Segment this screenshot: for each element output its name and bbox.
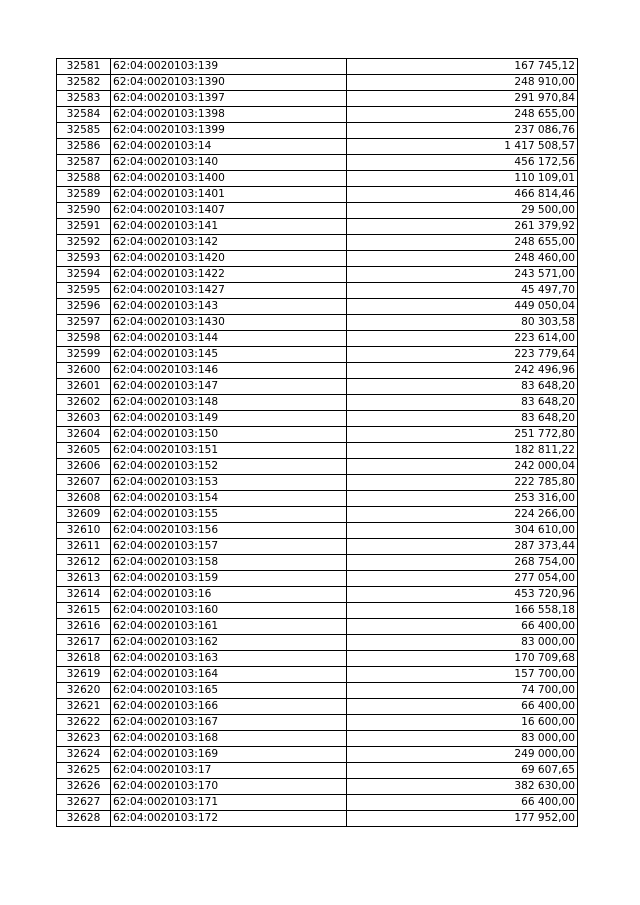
table-row — [57, 251, 578, 267]
cadastral-number-cell: 62:04:0020103:166 — [111, 699, 347, 715]
row-number-cell: 32581 — [57, 59, 111, 75]
table-row — [57, 571, 578, 587]
table-row — [57, 619, 578, 635]
value-cell: 166 558,18 — [347, 603, 578, 619]
row-number-cell: 32600 — [57, 363, 111, 379]
table-row — [57, 331, 578, 347]
row-number-cell: 32592 — [57, 235, 111, 251]
cadastral-number-cell: 62:04:0020103:167 — [111, 715, 347, 731]
value-cell: 177 952,00 — [347, 811, 578, 827]
cadastral-number-cell: 62:04:0020103:1398 — [111, 107, 347, 123]
row-number-cell: 32608 — [57, 491, 111, 507]
row-number-cell: 32611 — [57, 539, 111, 555]
cadastral-number-cell: 62:04:0020103:1399 — [111, 123, 347, 139]
cadastral-number-cell: 62:04:0020103:143 — [111, 299, 347, 315]
cadastral-number-cell: 62:04:0020103:145 — [111, 347, 347, 363]
cadastral-number-cell: 62:04:0020103:1420 — [111, 251, 347, 267]
value-cell: 223 614,00 — [347, 331, 578, 347]
table-row — [57, 491, 578, 507]
value-cell: 251 772,80 — [347, 427, 578, 443]
table-row — [57, 315, 578, 331]
value-cell: 466 814,46 — [347, 187, 578, 203]
value-cell: 253 316,00 — [347, 491, 578, 507]
row-number-cell: 32603 — [57, 411, 111, 427]
table-row — [57, 155, 578, 171]
cadastral-number-cell: 62:04:0020103:149 — [111, 411, 347, 427]
table-row — [57, 443, 578, 459]
row-number-cell: 32587 — [57, 155, 111, 171]
value-cell: 83 648,20 — [347, 411, 578, 427]
value-cell: 453 720,96 — [347, 587, 578, 603]
cadastral-number-cell: 62:04:0020103:1407 — [111, 203, 347, 219]
value-cell: 248 910,00 — [347, 75, 578, 91]
row-number-cell: 32623 — [57, 731, 111, 747]
value-cell: 291 970,84 — [347, 91, 578, 107]
row-number-cell: 32614 — [57, 587, 111, 603]
row-number-cell: 32591 — [57, 219, 111, 235]
value-cell: 182 811,22 — [347, 443, 578, 459]
row-number-cell: 32583 — [57, 91, 111, 107]
table-body — [57, 59, 578, 827]
cadastral-number-cell: 62:04:0020103:14 — [111, 139, 347, 155]
value-cell: 83 648,20 — [347, 395, 578, 411]
value-cell: 29 500,00 — [347, 203, 578, 219]
cadastral-number-cell: 62:04:0020103:141 — [111, 219, 347, 235]
value-cell: 268 754,00 — [347, 555, 578, 571]
row-number-cell: 32609 — [57, 507, 111, 523]
value-cell: 83 648,20 — [347, 379, 578, 395]
cadastral-number-cell: 62:04:0020103:139 — [111, 59, 347, 75]
row-number-cell: 32598 — [57, 331, 111, 347]
value-cell: 110 109,01 — [347, 171, 578, 187]
row-number-cell: 32593 — [57, 251, 111, 267]
table-row — [57, 651, 578, 667]
cadastral-number-cell: 62:04:0020103:1422 — [111, 267, 347, 283]
cadastral-number-cell: 62:04:0020103:161 — [111, 619, 347, 635]
cadastral-number-cell: 62:04:0020103:146 — [111, 363, 347, 379]
row-number-cell: 32610 — [57, 523, 111, 539]
value-cell: 248 655,00 — [347, 235, 578, 251]
row-number-cell: 32597 — [57, 315, 111, 331]
cadastral-number-cell: 62:04:0020103:154 — [111, 491, 347, 507]
cadastral-number-cell: 62:04:0020103:1401 — [111, 187, 347, 203]
table-row — [57, 299, 578, 315]
cadastral-number-cell: 62:04:0020103:17 — [111, 763, 347, 779]
cadastral-number-cell: 62:04:0020103:157 — [111, 539, 347, 555]
cadastral-number-cell: 62:04:0020103:1427 — [111, 283, 347, 299]
row-number-cell: 32582 — [57, 75, 111, 91]
table-row — [57, 539, 578, 555]
table-row — [57, 59, 578, 75]
table-row — [57, 379, 578, 395]
table-row — [57, 667, 578, 683]
row-number-cell: 32616 — [57, 619, 111, 635]
table-row — [57, 795, 578, 811]
table-row — [57, 411, 578, 427]
table-row — [57, 507, 578, 523]
cadastral-number-cell: 62:04:0020103:168 — [111, 731, 347, 747]
value-cell: 157 700,00 — [347, 667, 578, 683]
row-number-cell: 32586 — [57, 139, 111, 155]
row-number-cell: 32606 — [57, 459, 111, 475]
row-number-cell: 32620 — [57, 683, 111, 699]
table-row — [57, 459, 578, 475]
cadastral-number-cell: 62:04:0020103:153 — [111, 475, 347, 491]
row-number-cell: 32624 — [57, 747, 111, 763]
row-number-cell: 32596 — [57, 299, 111, 315]
cadastral-number-cell: 62:04:0020103:159 — [111, 571, 347, 587]
cadastral-number-cell: 62:04:0020103:144 — [111, 331, 347, 347]
table-row — [57, 91, 578, 107]
row-number-cell: 32617 — [57, 635, 111, 651]
table-row — [57, 475, 578, 491]
table-row — [57, 779, 578, 795]
table-row — [57, 171, 578, 187]
value-cell: 83 000,00 — [347, 731, 578, 747]
table-row — [57, 811, 578, 827]
row-number-cell: 32615 — [57, 603, 111, 619]
value-cell: 223 779,64 — [347, 347, 578, 363]
table-row — [57, 139, 578, 155]
cadastral-number-cell: 62:04:0020103:163 — [111, 651, 347, 667]
value-cell: 243 571,00 — [347, 267, 578, 283]
cadastral-number-cell: 62:04:0020103:1390 — [111, 75, 347, 91]
row-number-cell: 32607 — [57, 475, 111, 491]
value-cell: 80 303,58 — [347, 315, 578, 331]
row-number-cell: 32618 — [57, 651, 111, 667]
row-number-cell: 32594 — [57, 267, 111, 283]
table-row — [57, 587, 578, 603]
row-number-cell: 32584 — [57, 107, 111, 123]
cadastral-number-cell: 62:04:0020103:151 — [111, 443, 347, 459]
row-number-cell: 32599 — [57, 347, 111, 363]
value-cell: 170 709,68 — [347, 651, 578, 667]
row-number-cell: 32604 — [57, 427, 111, 443]
cadastral-number-cell: 62:04:0020103:162 — [111, 635, 347, 651]
value-cell: 83 000,00 — [347, 635, 578, 651]
table-row — [57, 107, 578, 123]
value-cell: 66 400,00 — [347, 795, 578, 811]
row-number-cell: 32622 — [57, 715, 111, 731]
value-cell: 222 785,80 — [347, 475, 578, 491]
value-cell: 382 630,00 — [347, 779, 578, 795]
cadastral-number-cell: 62:04:0020103:16 — [111, 587, 347, 603]
row-number-cell: 32601 — [57, 379, 111, 395]
table-row — [57, 187, 578, 203]
value-cell: 277 054,00 — [347, 571, 578, 587]
value-cell: 1 417 508,57 — [347, 139, 578, 155]
row-number-cell: 32621 — [57, 699, 111, 715]
cadastral-number-cell: 62:04:0020103:170 — [111, 779, 347, 795]
value-cell: 16 600,00 — [347, 715, 578, 731]
cadastral-number-cell: 62:04:0020103:169 — [111, 747, 347, 763]
table-row — [57, 219, 578, 235]
value-cell: 249 000,00 — [347, 747, 578, 763]
table-row — [57, 603, 578, 619]
table-row — [57, 283, 578, 299]
table-row — [57, 635, 578, 651]
row-number-cell: 32628 — [57, 811, 111, 827]
table-row — [57, 763, 578, 779]
row-number-cell: 32588 — [57, 171, 111, 187]
cadastral-number-cell: 62:04:0020103:172 — [111, 811, 347, 827]
cadastral-number-cell: 62:04:0020103:150 — [111, 427, 347, 443]
cadastral-number-cell: 62:04:0020103:158 — [111, 555, 347, 571]
table-row — [57, 347, 578, 363]
cadastral-number-cell: 62:04:0020103:147 — [111, 379, 347, 395]
cadastral-number-cell: 62:04:0020103:1430 — [111, 315, 347, 331]
cadastral-number-cell: 62:04:0020103:1400 — [111, 171, 347, 187]
row-number-cell: 32619 — [57, 667, 111, 683]
cadastral-number-cell: 62:04:0020103:140 — [111, 155, 347, 171]
value-cell: 248 460,00 — [347, 251, 578, 267]
value-cell: 287 373,44 — [347, 539, 578, 555]
value-cell: 167 745,12 — [347, 59, 578, 75]
cadastral-number-cell: 62:04:0020103:155 — [111, 507, 347, 523]
value-cell: 449 050,04 — [347, 299, 578, 315]
cadastral-number-cell: 62:04:0020103:160 — [111, 603, 347, 619]
value-cell: 248 655,00 — [347, 107, 578, 123]
table-row — [57, 747, 578, 763]
value-cell: 66 400,00 — [347, 699, 578, 715]
table-row — [57, 267, 578, 283]
row-number-cell: 32627 — [57, 795, 111, 811]
value-cell: 237 086,76 — [347, 123, 578, 139]
cadastral-number-cell: 62:04:0020103:171 — [111, 795, 347, 811]
value-cell: 261 379,92 — [347, 219, 578, 235]
table-row — [57, 203, 578, 219]
table-row — [57, 731, 578, 747]
table-row — [57, 523, 578, 539]
value-cell: 69 607,65 — [347, 763, 578, 779]
row-number-cell: 32626 — [57, 779, 111, 795]
row-number-cell: 32585 — [57, 123, 111, 139]
cadastral-number-cell: 62:04:0020103:142 — [111, 235, 347, 251]
cadastral-number-cell: 62:04:0020103:165 — [111, 683, 347, 699]
table-row — [57, 123, 578, 139]
table-row — [57, 683, 578, 699]
table-row — [57, 235, 578, 251]
cadastral-number-cell: 62:04:0020103:156 — [111, 523, 347, 539]
row-number-cell: 32602 — [57, 395, 111, 411]
cadastral-number-cell: 62:04:0020103:164 — [111, 667, 347, 683]
table-row — [57, 75, 578, 91]
row-number-cell: 32595 — [57, 283, 111, 299]
row-number-cell: 32605 — [57, 443, 111, 459]
table-row — [57, 555, 578, 571]
table-row — [57, 395, 578, 411]
row-number-cell: 32589 — [57, 187, 111, 203]
cadastral-number-cell: 62:04:0020103:1397 — [111, 91, 347, 107]
value-cell: 242 000,04 — [347, 459, 578, 475]
row-number-cell: 32612 — [57, 555, 111, 571]
table-row — [57, 699, 578, 715]
table-row — [57, 363, 578, 379]
table-row — [57, 427, 578, 443]
value-cell: 456 172,56 — [347, 155, 578, 171]
value-cell: 66 400,00 — [347, 619, 578, 635]
value-cell: 45 497,70 — [347, 283, 578, 299]
value-cell: 74 700,00 — [347, 683, 578, 699]
cadastral-number-cell: 62:04:0020103:152 — [111, 459, 347, 475]
row-number-cell: 32613 — [57, 571, 111, 587]
value-cell: 224 266,00 — [347, 507, 578, 523]
table-row — [57, 715, 578, 731]
row-number-cell: 32590 — [57, 203, 111, 219]
value-cell: 304 610,00 — [347, 523, 578, 539]
value-cell: 242 496,96 — [347, 363, 578, 379]
cadastral-value-table — [56, 58, 578, 827]
cadastral-number-cell: 62:04:0020103:148 — [111, 395, 347, 411]
row-number-cell: 32625 — [57, 763, 111, 779]
